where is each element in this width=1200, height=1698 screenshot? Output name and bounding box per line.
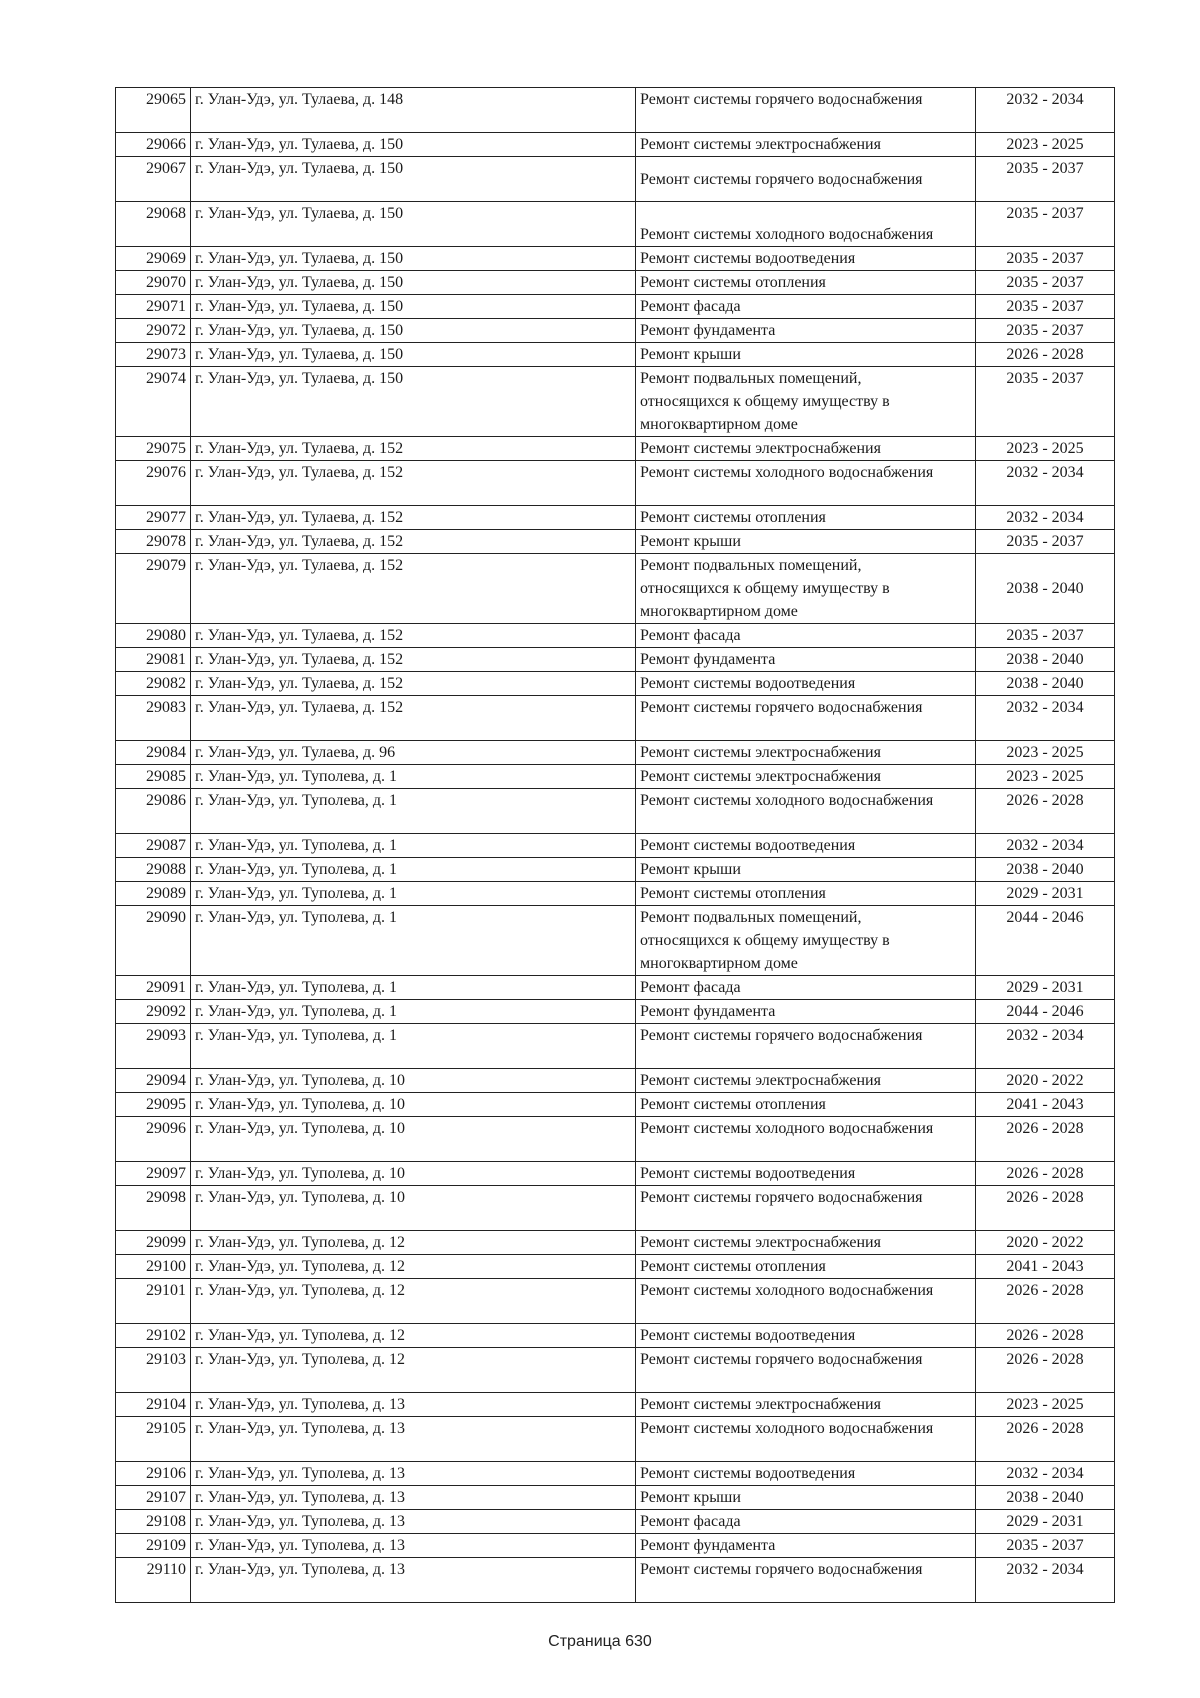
row-number: 29090 <box>116 906 191 976</box>
repair-work-line: Ремонт подвальных помещений, <box>640 370 862 387</box>
table-row <box>116 648 1115 672</box>
planned-period: 2023 - 2025 <box>976 437 1115 461</box>
building-address: г. Улан-Удэ, ул. Тулаева, д. 152 <box>191 506 636 530</box>
building-address: г. Улан-Удэ, ул. Тулаева, д. 152 <box>191 530 636 554</box>
table-row <box>116 1534 1115 1558</box>
table-row <box>116 367 1115 437</box>
row-number: 29098 <box>116 1186 191 1231</box>
repair-work-type: Ремонт системы отопления <box>636 882 976 906</box>
building-address: г. Улан-Удэ, ул. Тулаева, д. 150 <box>191 319 636 343</box>
row-number: 29087 <box>116 834 191 858</box>
row-number: 29097 <box>116 1162 191 1186</box>
repair-work-type: Ремонт крыши <box>636 858 976 882</box>
planned-period: 2044 - 2046 <box>976 906 1115 976</box>
building-address: г. Улан-Удэ, ул. Туполева, д. 12 <box>191 1279 636 1324</box>
planned-period: 2023 - 2025 <box>976 1393 1115 1417</box>
building-address: г. Улан-Удэ, ул. Туполева, д. 13 <box>191 1510 636 1534</box>
table-row <box>116 437 1115 461</box>
row-number: 29101 <box>116 1279 191 1324</box>
table-row <box>116 1348 1115 1393</box>
row-number: 29096 <box>116 1117 191 1162</box>
repair-work-type: Ремонт системы холодного водоснабжения <box>636 202 976 247</box>
building-address: г. Улан-Удэ, ул. Туполева, д. 1 <box>191 906 636 976</box>
repair-work-type: Ремонт системы электроснабжения <box>636 133 976 157</box>
row-number: 29086 <box>116 789 191 834</box>
planned-period: 2038 - 2040 <box>976 858 1115 882</box>
building-address: г. Улан-Удэ, ул. Тулаева, д. 150 <box>191 202 636 247</box>
repair-work-type: Ремонт системы электроснабжения <box>636 1231 976 1255</box>
planned-period: 2026 - 2028 <box>976 1324 1115 1348</box>
planned-period: 2020 - 2022 <box>976 1069 1115 1093</box>
planned-period: 2035 - 2037 <box>976 247 1115 271</box>
planned-period: 2029 - 2031 <box>976 1510 1115 1534</box>
planned-period: 2038 - 2040 <box>976 554 1115 624</box>
building-address: г. Улан-Удэ, ул. Туполева, д. 10 <box>191 1186 636 1231</box>
table-row <box>116 1117 1115 1162</box>
building-address: г. Улан-Удэ, ул. Туполева, д. 1 <box>191 1000 636 1024</box>
repair-work-line: относящихся к общему имуществу в <box>640 932 890 949</box>
repair-work-type <box>636 367 976 437</box>
repair-work-type: Ремонт системы горячего водоснабжения <box>636 1348 976 1393</box>
table-row <box>116 976 1115 1000</box>
table-row <box>116 741 1115 765</box>
planned-period: 2041 - 2043 <box>976 1255 1115 1279</box>
table-row <box>116 343 1115 367</box>
repair-work-type: Ремонт системы холодного водоснабжения <box>636 1117 976 1162</box>
building-address: г. Улан-Удэ, ул. Туполева, д. 12 <box>191 1231 636 1255</box>
table-row <box>116 157 1115 202</box>
planned-period: 2035 - 2037 <box>976 271 1115 295</box>
planned-period: 2026 - 2028 <box>976 1162 1115 1186</box>
building-address: г. Улан-Удэ, ул. Тулаева, д. 96 <box>191 741 636 765</box>
table-row <box>116 319 1115 343</box>
building-address: г. Улан-Удэ, ул. Туполева, д. 10 <box>191 1093 636 1117</box>
planned-period: 2035 - 2037 <box>976 295 1115 319</box>
table-row <box>116 1186 1115 1231</box>
building-address: г. Улан-Удэ, ул. Туполева, д. 1 <box>191 789 636 834</box>
table-row <box>116 1324 1115 1348</box>
table-row <box>116 1255 1115 1279</box>
repair-work-type: Ремонт системы водоотведения <box>636 1462 976 1486</box>
table-row <box>116 461 1115 506</box>
building-address: г. Улан-Удэ, ул. Туполева, д. 1 <box>191 1024 636 1069</box>
planned-period: 2032 - 2034 <box>976 461 1115 506</box>
table-row <box>116 906 1115 976</box>
building-address: г. Улан-Удэ, ул. Туполева, д. 10 <box>191 1069 636 1093</box>
planned-period: 2023 - 2025 <box>976 741 1115 765</box>
planned-period: 2032 - 2034 <box>976 88 1115 133</box>
planned-period: 2029 - 2031 <box>976 976 1115 1000</box>
table-row <box>116 672 1115 696</box>
planned-period: 2026 - 2028 <box>976 1348 1115 1393</box>
table-row <box>116 1558 1115 1603</box>
building-address: г. Улан-Удэ, ул. Тулаева, д. 150 <box>191 157 636 202</box>
planned-period: 2032 - 2034 <box>976 696 1115 741</box>
repair-work-type: Ремонт фасада <box>636 1510 976 1534</box>
repair-work-type: Ремонт системы водоотведения <box>636 1324 976 1348</box>
table-row <box>116 1000 1115 1024</box>
row-number: 29069 <box>116 247 191 271</box>
table-row <box>116 554 1115 624</box>
table-body <box>116 88 1115 1603</box>
row-number: 29074 <box>116 367 191 437</box>
table-row <box>116 1024 1115 1069</box>
row-number: 29110 <box>116 1558 191 1603</box>
planned-period: 2032 - 2034 <box>976 1558 1115 1603</box>
repair-work-type: Ремонт системы отопления <box>636 1255 976 1279</box>
planned-period: 2026 - 2028 <box>976 789 1115 834</box>
building-address: г. Улан-Удэ, ул. Туполева, д. 1 <box>191 882 636 906</box>
repair-work-type: Ремонт системы электроснабжения <box>636 765 976 789</box>
table-row <box>116 247 1115 271</box>
table-row <box>116 1162 1115 1186</box>
planned-period: 2035 - 2037 <box>976 367 1115 437</box>
repair-work-type: Ремонт фасада <box>636 976 976 1000</box>
table-row <box>116 834 1115 858</box>
building-address: г. Улан-Удэ, ул. Туполева, д. 1 <box>191 858 636 882</box>
repair-work-type: Ремонт системы горячего водоснабжения <box>636 1024 976 1069</box>
table-row <box>116 1486 1115 1510</box>
repair-work-type: Ремонт системы электроснабжения <box>636 741 976 765</box>
row-number: 29108 <box>116 1510 191 1534</box>
repair-work-type: Ремонт системы отопления <box>636 506 976 530</box>
building-address: г. Улан-Удэ, ул. Туполева, д. 13 <box>191 1558 636 1603</box>
planned-period: 2032 - 2034 <box>976 506 1115 530</box>
table-row <box>116 765 1115 789</box>
row-number: 29106 <box>116 1462 191 1486</box>
row-number: 29075 <box>116 437 191 461</box>
row-number: 29084 <box>116 741 191 765</box>
building-address: г. Улан-Удэ, ул. Тулаева, д. 150 <box>191 295 636 319</box>
repair-work-type: Ремонт системы горячего водоснабжения <box>636 157 976 202</box>
building-address: г. Улан-Удэ, ул. Тулаева, д. 150 <box>191 271 636 295</box>
building-address: г. Улан-Удэ, ул. Тулаева, д. 148 <box>191 88 636 133</box>
row-number: 29099 <box>116 1231 191 1255</box>
planned-period: 2035 - 2037 <box>976 624 1115 648</box>
planned-period: 2023 - 2025 <box>976 765 1115 789</box>
planned-period: 2020 - 2022 <box>976 1231 1115 1255</box>
table-row <box>116 1393 1115 1417</box>
planned-period: 2026 - 2028 <box>976 1279 1115 1324</box>
repair-work-line: Ремонт подвальных помещений, <box>640 909 862 926</box>
planned-period: 2032 - 2034 <box>976 1024 1115 1069</box>
repair-work-type <box>636 906 976 976</box>
row-number: 29077 <box>116 506 191 530</box>
table-row <box>116 1231 1115 1255</box>
repair-work-type: Ремонт системы электроснабжения <box>636 1069 976 1093</box>
row-number: 29073 <box>116 343 191 367</box>
table-row <box>116 506 1115 530</box>
building-address: г. Улан-Удэ, ул. Туполева, д. 13 <box>191 1486 636 1510</box>
repair-work-line: относящихся к общему имуществу в <box>640 393 890 410</box>
table-row <box>116 271 1115 295</box>
building-address: г. Улан-Удэ, ул. Тулаева, д. 152 <box>191 672 636 696</box>
repair-schedule-table <box>115 87 1115 1603</box>
building-address: г. Улан-Удэ, ул. Тулаева, д. 150 <box>191 343 636 367</box>
planned-period: 2035 - 2037 <box>976 530 1115 554</box>
table-row <box>116 88 1115 133</box>
table-row <box>116 1510 1115 1534</box>
row-number: 29066 <box>116 133 191 157</box>
repair-work-type: Ремонт системы отопления <box>636 1093 976 1117</box>
row-number: 29092 <box>116 1000 191 1024</box>
repair-work-type: Ремонт системы водоотведения <box>636 247 976 271</box>
row-number: 29093 <box>116 1024 191 1069</box>
building-address: г. Улан-Удэ, ул. Тулаева, д. 152 <box>191 437 636 461</box>
building-address: г. Улан-Удэ, ул. Тулаева, д. 150 <box>191 247 636 271</box>
row-number: 29105 <box>116 1417 191 1462</box>
repair-work-line: относящихся к общему имуществу в <box>640 580 890 597</box>
row-number: 29095 <box>116 1093 191 1117</box>
planned-period: 2026 - 2028 <box>976 1186 1115 1231</box>
row-number: 29081 <box>116 648 191 672</box>
planned-period: 2023 - 2025 <box>976 133 1115 157</box>
row-number: 29076 <box>116 461 191 506</box>
repair-work-type: Ремонт системы электроснабжения <box>636 1393 976 1417</box>
planned-period: 2026 - 2028 <box>976 1117 1115 1162</box>
building-address: г. Улан-Удэ, ул. Туполева, д. 13 <box>191 1534 636 1558</box>
planned-period: 2035 - 2037 <box>976 319 1115 343</box>
table-row <box>116 882 1115 906</box>
planned-period: 2044 - 2046 <box>976 1000 1115 1024</box>
planned-period: 2026 - 2028 <box>976 1417 1115 1462</box>
building-address: г. Улан-Удэ, ул. Туполева, д. 12 <box>191 1255 636 1279</box>
building-address: г. Улан-Удэ, ул. Туполева, д. 10 <box>191 1117 636 1162</box>
repair-work-type <box>636 554 976 624</box>
repair-work-type: Ремонт системы водоотведения <box>636 672 976 696</box>
repair-work-line: многоквартирном доме <box>640 955 798 972</box>
row-number: 29071 <box>116 295 191 319</box>
repair-work-line: многоквартирном доме <box>640 416 798 433</box>
building-address: г. Улан-Удэ, ул. Тулаева, д. 152 <box>191 648 636 672</box>
row-number: 29067 <box>116 157 191 202</box>
repair-work-type: Ремонт крыши <box>636 343 976 367</box>
building-address: г. Улан-Удэ, ул. Тулаева, д. 152 <box>191 461 636 506</box>
repair-work-type: Ремонт системы холодного водоснабжения <box>636 1417 976 1462</box>
repair-work-type: Ремонт системы горячего водоснабжения <box>636 88 976 133</box>
building-address: г. Улан-Удэ, ул. Тулаева, д. 152 <box>191 624 636 648</box>
repair-work-type: Ремонт системы холодного водоснабжения <box>636 1279 976 1324</box>
planned-period: 2038 - 2040 <box>976 672 1115 696</box>
row-number: 29068 <box>116 202 191 247</box>
table-row <box>116 530 1115 554</box>
repair-work-type: Ремонт системы водоотведения <box>636 1162 976 1186</box>
building-address: г. Улан-Удэ, ул. Туполева, д. 13 <box>191 1393 636 1417</box>
building-address: г. Улан-Удэ, ул. Тулаева, д. 152 <box>191 554 636 624</box>
page-number: Страница 630 <box>548 1633 652 1650</box>
repair-work-type: Ремонт системы горячего водоснабжения <box>636 1558 976 1603</box>
repair-work-type: Ремонт системы электроснабжения <box>636 437 976 461</box>
row-number: 29089 <box>116 882 191 906</box>
repair-work-type: Ремонт системы холодного водоснабжения <box>636 461 976 506</box>
planned-period: 2038 - 2040 <box>976 648 1115 672</box>
planned-period: 2032 - 2034 <box>976 1462 1115 1486</box>
planned-period: 2026 - 2028 <box>976 343 1115 367</box>
repair-work-type: Ремонт системы водоотведения <box>636 834 976 858</box>
building-address: г. Улан-Удэ, ул. Туполева, д. 13 <box>191 1462 636 1486</box>
building-address: г. Улан-Удэ, ул. Тулаева, д. 152 <box>191 696 636 741</box>
repair-work-type: Ремонт фундамента <box>636 648 976 672</box>
planned-period: 2032 - 2034 <box>976 834 1115 858</box>
table-row <box>116 696 1115 741</box>
row-number: 29104 <box>116 1393 191 1417</box>
row-number: 29102 <box>116 1324 191 1348</box>
table-row <box>116 1462 1115 1486</box>
row-number: 29107 <box>116 1486 191 1510</box>
row-number: 29065 <box>116 88 191 133</box>
row-number: 29072 <box>116 319 191 343</box>
building-address: г. Улан-Удэ, ул. Туполева, д. 12 <box>191 1348 636 1393</box>
planned-period: 2035 - 2037 <box>976 157 1115 202</box>
repair-work-type: Ремонт системы горячего водоснабжения <box>636 1186 976 1231</box>
row-number: 29070 <box>116 271 191 295</box>
repair-work-type: Ремонт крыши <box>636 1486 976 1510</box>
row-number: 29079 <box>116 554 191 624</box>
repair-work-type: Ремонт крыши <box>636 530 976 554</box>
row-number: 29080 <box>116 624 191 648</box>
repair-work-line: многоквартирном доме <box>640 603 798 620</box>
table-row <box>116 202 1115 247</box>
row-number: 29094 <box>116 1069 191 1093</box>
table-row <box>116 1069 1115 1093</box>
row-number: 29103 <box>116 1348 191 1393</box>
building-address: г. Улан-Удэ, ул. Туполева, д. 1 <box>191 765 636 789</box>
building-address: г. Улан-Удэ, ул. Туполева, д. 1 <box>191 976 636 1000</box>
row-number: 29082 <box>116 672 191 696</box>
row-number: 29091 <box>116 976 191 1000</box>
repair-work-type: Ремонт системы холодного водоснабжения <box>636 789 976 834</box>
row-number: 29085 <box>116 765 191 789</box>
table-row <box>116 133 1115 157</box>
repair-work-type: Ремонт фундамента <box>636 319 976 343</box>
repair-work-type: Ремонт фундамента <box>636 1534 976 1558</box>
planned-period: 2041 - 2043 <box>976 1093 1115 1117</box>
planned-period: 2029 - 2031 <box>976 882 1115 906</box>
row-number: 29078 <box>116 530 191 554</box>
repair-work-type: Ремонт фасада <box>636 624 976 648</box>
planned-period: 2038 - 2040 <box>976 1486 1115 1510</box>
building-address: г. Улан-Удэ, ул. Туполева, д. 10 <box>191 1162 636 1186</box>
table-row <box>116 1093 1115 1117</box>
table-row <box>116 624 1115 648</box>
building-address: г. Улан-Удэ, ул. Туполева, д. 1 <box>191 834 636 858</box>
row-number: 29100 <box>116 1255 191 1279</box>
table-row <box>116 858 1115 882</box>
table-row <box>116 789 1115 834</box>
table-row <box>116 295 1115 319</box>
row-number: 29083 <box>116 696 191 741</box>
planned-period: 2035 - 2037 <box>976 202 1115 247</box>
building-address: г. Улан-Удэ, ул. Тулаева, д. 150 <box>191 133 636 157</box>
row-number: 29109 <box>116 1534 191 1558</box>
planned-period: 2035 - 2037 <box>976 1534 1115 1558</box>
building-address: г. Улан-Удэ, ул. Туполева, д. 13 <box>191 1417 636 1462</box>
table-row <box>116 1279 1115 1324</box>
building-address: г. Улан-Удэ, ул. Туполева, д. 12 <box>191 1324 636 1348</box>
building-address: г. Улан-Удэ, ул. Тулаева, д. 150 <box>191 367 636 437</box>
repair-work-type: Ремонт системы горячего водоснабжения <box>636 696 976 741</box>
row-number: 29088 <box>116 858 191 882</box>
repair-work-type: Ремонт фундамента <box>636 1000 976 1024</box>
repair-work-type: Ремонт системы отопления <box>636 271 976 295</box>
repair-work-line: Ремонт подвальных помещений, <box>640 557 862 574</box>
repair-work-type: Ремонт фасада <box>636 295 976 319</box>
table-row <box>116 1417 1115 1462</box>
